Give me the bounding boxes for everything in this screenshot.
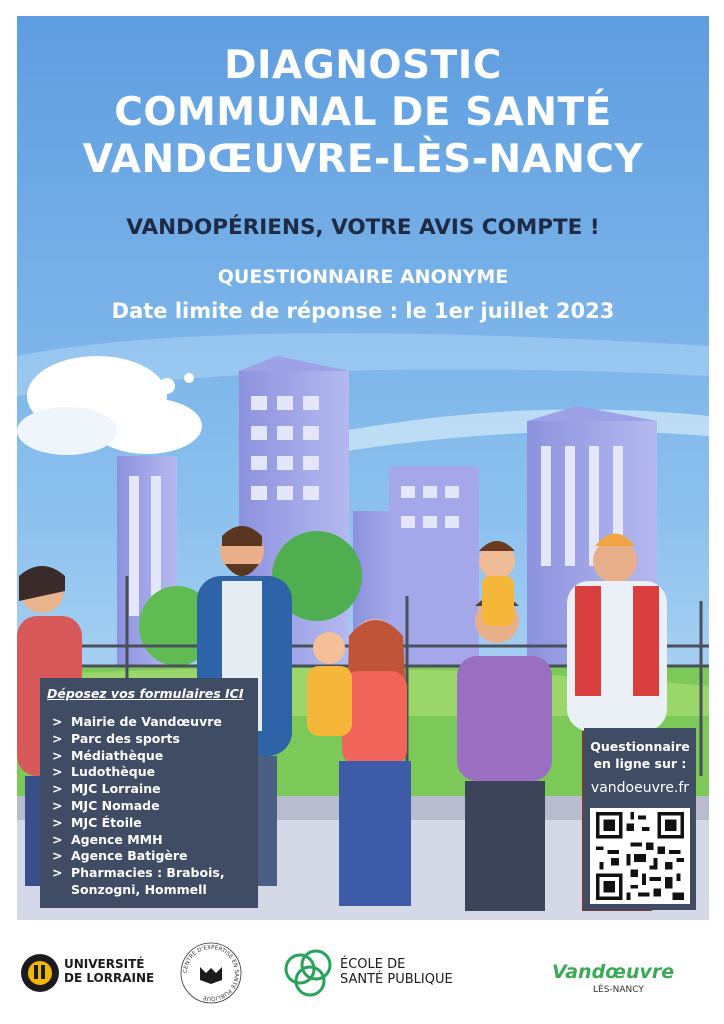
qr-code-icon [590,808,690,904]
vandoeuvre-logo-sub: LÈS-NANCY [593,985,644,995]
cesp-logo-icon [178,940,244,1006]
arrow-icon: > [52,781,63,797]
list-item: > Parc des sports [52,730,180,746]
title-line-3: VANDŒUVRE-LÈS-NANCY [82,137,644,182]
title-line-2: COMMUNAL DE SANTÉ [114,90,612,135]
ecole-sante-publique-logo-icon [280,947,340,1001]
website-link[interactable]: vandoeuvre.fr [590,780,690,796]
arrow-icon: > [52,831,63,847]
questionnaire-label: QUESTIONNAIRE ANONYME [217,266,509,288]
arrow-icon: > [52,814,63,830]
title-line-1: DIAGNOSTIC [224,43,502,88]
list-item: > MJC Étoile [52,814,142,830]
list-item: > MJC Nomade [52,797,160,813]
poster [17,16,709,920]
svg-text:CENTRE D'EXPERTISE EN SANTÉ PU: CENTRE D'EXPERTISE EN SANTÉ PUBLIQUE [182,944,240,1002]
list-item: Sonzogni, Hommell [71,881,207,897]
arrow-icon: > [52,797,63,813]
list-item: > Ludothèque [52,764,156,780]
universite-lorraine-name: UNIVERSITÉ DE LORRAINE [64,957,155,985]
drop-off-panel [40,678,258,908]
ecole-sante-publique-name: ÉCOLE DE SANTÉ PUBLIQUE [340,957,453,987]
vandoeuvre-logo: Vandœuvre [552,961,675,983]
arrow-icon: > [52,747,63,763]
universite-lorraine-logo-icon [20,953,60,993]
drop-off-title: Déposez vos formulaires ICI [47,686,244,701]
arrow-icon: > [52,764,63,780]
list-item: > Mairie de Vandœuvre [52,714,222,729]
list-item: > MJC Lorraine [52,781,161,797]
online-title: Questionnaire en ligne sur : [590,739,690,771]
subtitle: VANDOPÉRIENS, VOTRE AVIS COMPTE ! [126,215,600,240]
qr-code[interactable] [590,808,690,904]
partner-logos [0,935,724,1015]
drop-off-list [52,714,225,899]
arrow-icon: > [52,848,63,864]
list-item: > Pharmacies : Brabois, [52,865,225,881]
arrow-icon: > [52,865,63,881]
arrow-icon: > [52,730,63,746]
arrow-icon: > [52,714,63,729]
list-item: > Agence MMH [52,831,163,847]
list-item: > Médiathèque [52,747,164,763]
deadline: Date limite de réponse : le 1er juillet 2023 [111,299,615,323]
list-item: > Agence Batigère [52,848,188,864]
online-panel [584,728,696,910]
